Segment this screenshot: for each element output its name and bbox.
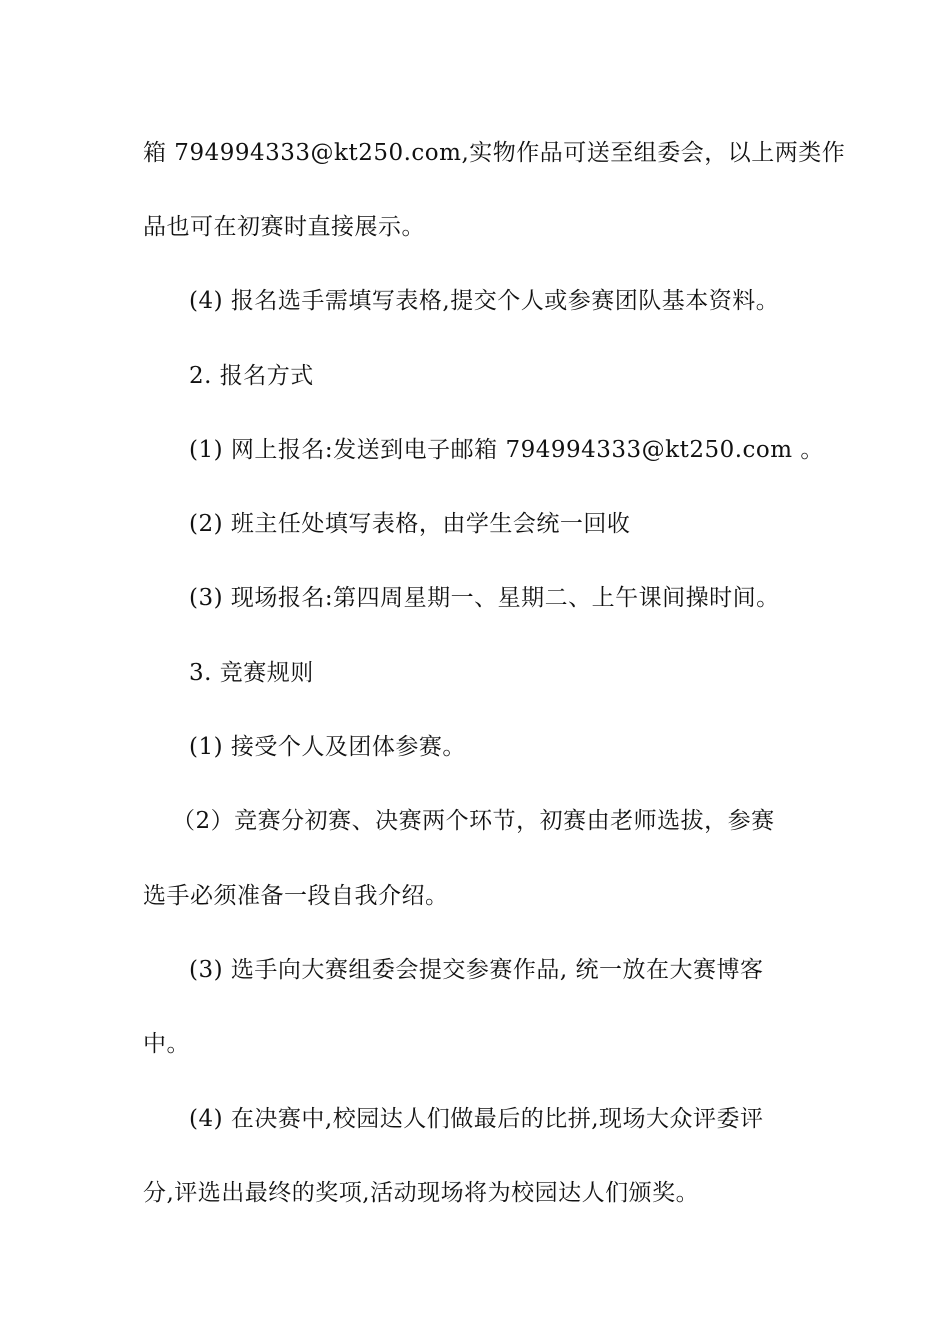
- paragraph-line: 品也可在初赛时直接展示。: [143, 214, 425, 240]
- paragraph-line: 中。: [143, 1031, 190, 1057]
- section-heading: 3. 竞赛规则: [189, 660, 314, 686]
- paragraph-line: (1) 网上报名:发送到电子邮箱 794994333@kt250.com 。: [189, 437, 824, 463]
- paragraph-line: 选手必须准备一段自我介绍。: [143, 883, 449, 909]
- section-heading: 2. 报名方式: [189, 363, 314, 389]
- paragraph-line: 箱 794994333@kt250.com,实物作品可送至组委会，以上两类作: [143, 140, 846, 166]
- paragraph-line: (4) 在决赛中,校园达人们做最后的比拼,现场大众评委评: [189, 1106, 764, 1132]
- paragraph-line: (3) 选手向大赛组委会提交参赛作品, 统一放在大赛博客: [189, 957, 764, 983]
- paragraph-line: (4) 报名选手需填写表格,提交个人或参赛团队基本资料。: [189, 288, 780, 314]
- paragraph-line: (3) 现场报名:第四周星期一、星期二、上午课间操时间。: [189, 585, 780, 611]
- paragraph-line: (2) 班主任处填写表格，由学生会统一回收: [189, 511, 631, 537]
- paragraph-line: 分,评选出最终的奖项,活动现场将为校园达人们颁奖。: [143, 1180, 700, 1206]
- paragraph-line: (1) 接受个人及团体参赛。: [189, 734, 466, 760]
- paragraph-line: （2）竞赛分初赛、决赛两个环节，初赛由老师选拔，参赛: [172, 808, 775, 834]
